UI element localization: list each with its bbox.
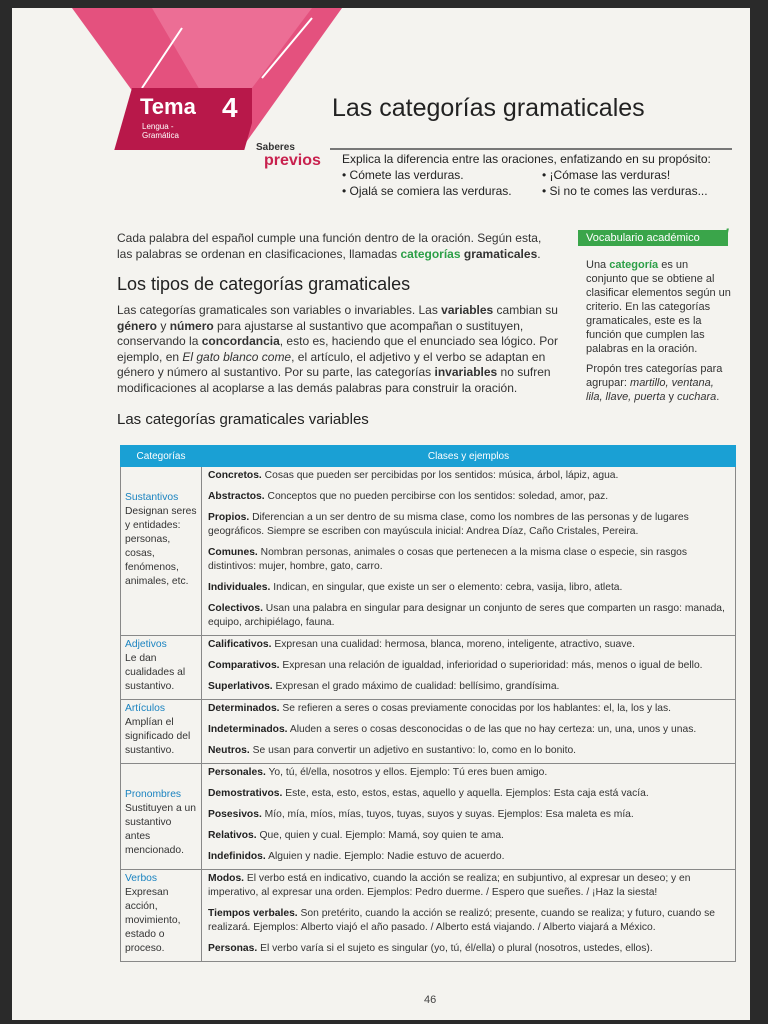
tema-label: Tema	[140, 94, 196, 119]
slash-icon: /	[724, 226, 730, 246]
class-item: Colectivos. Usan una palabra en singular para designar un conjunto de seres que comparten un rasgo: manada, equipo, archipiélago, fauna.	[208, 603, 725, 628]
category-name: Verbos	[125, 873, 158, 884]
category-name: Pronombres	[125, 789, 182, 800]
class-item: Tiempos verbales. Son pretérito, cuando la acción se realizó; presente, cuando se realiza; y futuro, cuando se realizará. Ejemplos: Alberto viajó el año pasado. / Alberto está viajando. / Alberto viajará a México.	[208, 908, 715, 933]
class-item: Modos. El verbo está en indicativo, cuando la acción se realiza; en subjuntivo, al expresar un deseo; y en imperativo, al expresar una orden. Ejemplos: Pedro duerme. / Espero que sueñes. / ¡Haz la siesta!	[208, 873, 691, 898]
category-cell	[121, 700, 202, 764]
category-description: Amplían el significado del sustantivo.	[125, 717, 191, 756]
class-item: Indefinidos. Alguien y nadie. Ejemplo: Nadie estuvo de acuerdo.	[208, 851, 505, 862]
table-header-categorias: Categorías	[121, 446, 202, 467]
class-item: Neutros. Se usan para convertir un adjetivo en sustantivo: lo, como en lo bonito.	[208, 745, 577, 756]
class-item: Determinados. Se refieren a seres o cosas previamente conocidas por los hablantes: el, la, los y las.	[208, 703, 672, 714]
vocab-text: Una categoría es un conjunto que se obtiene al clasificar elementos según un criterio. En las categorías gramaticales, este es la función que cumplen las palabras en la oración. Propón tres categorías para agrupar: martillo, ventana, lila, llave, puerta y cuchara.	[586, 259, 731, 403]
table-header-clases: Clases y ejemplos	[202, 446, 736, 467]
category-description: Designan seres y entidades: personas, cosas, fenómenos, animales, etc.	[125, 506, 197, 587]
class-item: Personales. Yo, tú, él/ella, nosotros y ellos. Ejemplo: Tú eres buen amigo.	[208, 767, 548, 778]
class-item: Indeterminados. Aluden a seres o cosas desconocidas o de las que no hay certeza: un, una, unos y unas.	[208, 724, 697, 735]
category-description: Le dan cualidades al sustantivo.	[125, 653, 186, 692]
category-cell	[121, 764, 202, 870]
vocab-header: Vocabulario académico	[578, 230, 728, 246]
tema-number: 4	[222, 92, 238, 123]
table-row	[121, 870, 736, 962]
classes-cell	[202, 467, 736, 636]
class-item: Comparativos. Expresan una relación de igualdad, inferioridad o superioridad: más, menos o igual de bello.	[208, 660, 703, 671]
class-item: Abstractos. Conceptos que no pueden percibirse con los sentidos: soledad, amor, paz.	[208, 491, 609, 502]
class-item: Relativos. Que, quien y cual. Ejemplo: Mamá, soy quien te ama.	[208, 830, 504, 841]
page-number: 46	[424, 994, 437, 1006]
category-cell	[121, 636, 202, 700]
category-description: Sustituyen a un sustantivo antes mencionado.	[125, 803, 196, 856]
classes-cell	[202, 700, 736, 764]
textbook-page	[12, 8, 750, 1020]
table-row	[121, 467, 736, 636]
categories-table	[120, 445, 736, 962]
classes-cell	[202, 636, 736, 700]
class-item: Posesivos. Mío, mía, míos, mías, tuyos, tuyas, suyos y suyas. Ejemplos: Esa maleta es mía.	[208, 809, 634, 820]
table-heading: Las categorías gramaticales variables	[117, 411, 369, 428]
saberes-question: Explica la diferencia entre las oraciones, enfatizando en su propósito:	[342, 152, 711, 166]
class-item: Calificativos. Expresan una cualidad: hermosa, blanca, moreno, inteligente, atractivo, suave.	[208, 639, 635, 650]
category-description: Expresan acción, movimiento, estado o proceso.	[125, 887, 181, 954]
previos-label: previos	[264, 152, 321, 169]
category-name: Adjetivos	[125, 639, 167, 650]
section-heading: Los tipos de categorías gramaticales	[117, 274, 411, 294]
section-paragraph: Las categorías gramaticales son variables o invariables. Las variables cambian su género y número para ajustarse al sustantivo que acompañan o sustituyen, conservando la concordancia, esto es, haciendo que el enunciado sea lógico. Por ejemplo, en El gato blanco come, el artículo, el adjetivo y el verbo se adaptan en género y número al sustantivo. Por su parte, las categorías invariables no sufren modificaciones al acoplarse a las demás palabras para construir la oración.	[117, 303, 558, 395]
saberes-item: • Cómete las verduras.	[342, 168, 464, 182]
page-title: Las categorías gramaticales	[332, 94, 645, 122]
category-cell	[121, 467, 202, 636]
class-item: Personas. El verbo varía si el sujeto es singular (yo, tú, él/ella) o plural (nosotros, ustedes, ellos).	[208, 943, 653, 954]
category-cell	[121, 870, 202, 962]
saberes-item: • Si no te comes las verduras...	[542, 184, 708, 198]
class-item: Demostrativos. Este, esta, esto, estos, estas, aquello y aquella. Ejemplos: Esta caja está vacía.	[208, 788, 649, 799]
category-name: Artículos	[125, 703, 166, 714]
table-row	[121, 636, 736, 700]
saberes-label: Saberes	[256, 142, 295, 153]
saberes-item: • ¡Cómase las verduras!	[542, 168, 671, 182]
classes-cell	[202, 764, 736, 870]
classes-cell	[202, 870, 736, 962]
class-item: Propios. Diferencian a un ser dentro de su misma clase, como los nombres de las personas y de lugares geográficos. Siempre se escriben con mayúscula inicial: Andrea Díaz, Caño Cristales, Pereira.	[208, 512, 689, 537]
tema-subtitle: Lengua - Gramática	[142, 122, 179, 140]
class-item: Superlativos. Expresan el grado máximo de cualidad: bellísimo, grandísima.	[208, 681, 560, 692]
table-row	[121, 700, 736, 764]
intro-paragraph: Cada palabra del español cumple una función dentro de la oración. Según esta, las palabras se ordenan en clasificaciones, llamadas categorías gramaticales.	[117, 231, 542, 261]
class-item: Individuales. Indican, en singular, que existe un ser o elemento: cebra, vasija, libro, atleta.	[208, 582, 623, 593]
class-item: Comunes. Nombran personas, animales o cosas que pertenecen a la misma clase o especie, sin rasgos distintivos: mujer, hombre, gato, carro.	[208, 547, 688, 572]
saberes-item: • Ojalá se comiera las verduras.	[342, 184, 512, 198]
category-name: Sustantivos	[125, 492, 179, 503]
table-row	[121, 764, 736, 870]
class-item: Concretos. Cosas que pueden ser percibidas por los sentidos: música, árbol, lápiz, agua.	[208, 470, 619, 481]
